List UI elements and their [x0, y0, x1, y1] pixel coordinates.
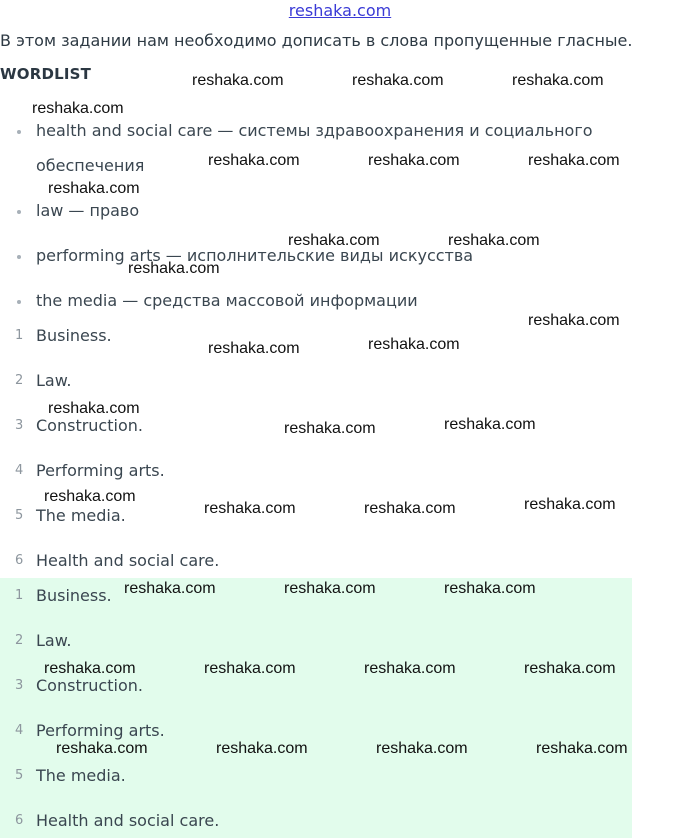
- watermark: reshaka.com: [284, 580, 376, 597]
- item-text: Business.: [36, 586, 112, 605]
- watermark: reshaka.com: [32, 100, 124, 117]
- watermark: reshaka.com: [124, 580, 216, 597]
- item-number: 3: [15, 418, 24, 433]
- watermark: reshaka.com: [284, 420, 376, 437]
- item-number: 4: [15, 723, 24, 738]
- site-header-link[interactable]: reshaka.com: [288, 1, 392, 20]
- item-number: 3: [15, 678, 24, 693]
- watermark: reshaka.com: [536, 740, 628, 757]
- item-text: Construction.: [36, 416, 143, 435]
- watermark: reshaka.com: [448, 232, 540, 249]
- item-text: Health and social care.: [36, 811, 220, 830]
- item-number: 6: [15, 553, 24, 568]
- bullet-icon: [17, 255, 21, 259]
- item-text: The media.: [36, 506, 126, 525]
- watermark: reshaka.com: [208, 152, 300, 169]
- watermark: reshaka.com: [364, 500, 456, 517]
- watermark: reshaka.com: [528, 152, 620, 169]
- watermark: reshaka.com: [48, 400, 140, 417]
- watermark: reshaka.com: [204, 660, 296, 677]
- item-text: Performing arts.: [36, 721, 165, 740]
- item-number: 5: [15, 508, 24, 523]
- watermark: reshaka.com: [352, 72, 444, 89]
- watermark: reshaka.com: [288, 232, 380, 249]
- item-text: Construction.: [36, 676, 143, 695]
- watermark: reshaka.com: [192, 72, 284, 89]
- wordlist-item-text: обеспечения: [36, 156, 145, 175]
- item-text: Performing arts.: [36, 461, 165, 480]
- watermark: reshaka.com: [364, 660, 456, 677]
- watermark: reshaka.com: [216, 740, 308, 757]
- bullet-icon: [17, 210, 21, 214]
- wordlist-item-text: health and social care — системы здравоохранения и социального: [36, 121, 593, 140]
- item-number: 1: [15, 588, 24, 603]
- watermark: reshaka.com: [376, 740, 468, 757]
- wordlist-item-text: law — право: [36, 201, 140, 220]
- item-text: Business.: [36, 326, 112, 345]
- item-text: The media.: [36, 766, 126, 785]
- item-text: Health and social care.: [36, 551, 220, 570]
- watermark: reshaka.com: [128, 260, 220, 277]
- item-number: 2: [15, 373, 24, 388]
- wordlist-title: WORDLIST: [0, 65, 92, 83]
- watermark: reshaka.com: [524, 496, 616, 513]
- item-number: 5: [15, 768, 24, 783]
- watermark: reshaka.com: [524, 660, 616, 677]
- watermark: reshaka.com: [44, 488, 136, 505]
- intro-text: В этом задании нам необходимо дописать в слова пропущенные гласные.: [0, 31, 633, 50]
- watermark: reshaka.com: [48, 180, 140, 197]
- task-list: [0, 325, 632, 577]
- item-text: Law.: [36, 631, 72, 650]
- watermark: reshaka.com: [512, 72, 604, 89]
- bullet-icon: [17, 300, 21, 304]
- wordlist-item-text: the media — средства массовой информации: [36, 291, 418, 310]
- item-text: Law.: [36, 371, 72, 390]
- answer-block: [0, 578, 632, 838]
- watermark: reshaka.com: [56, 740, 148, 757]
- watermark: reshaka.com: [368, 152, 460, 169]
- item-number: 4: [15, 463, 24, 478]
- watermark: reshaka.com: [528, 312, 620, 329]
- item-number: 6: [15, 813, 24, 828]
- watermark: reshaka.com: [368, 336, 460, 353]
- watermark: reshaka.com: [208, 340, 300, 357]
- watermark: reshaka.com: [444, 580, 536, 597]
- watermark: reshaka.com: [444, 416, 536, 433]
- item-number: 2: [15, 633, 24, 648]
- watermark: reshaka.com: [44, 660, 136, 677]
- bullet-icon: [17, 130, 21, 134]
- wordlist-item-text: performing arts — исполнительские виды искусства: [36, 246, 474, 265]
- watermark: reshaka.com: [204, 500, 296, 517]
- item-number: 1: [15, 328, 24, 343]
